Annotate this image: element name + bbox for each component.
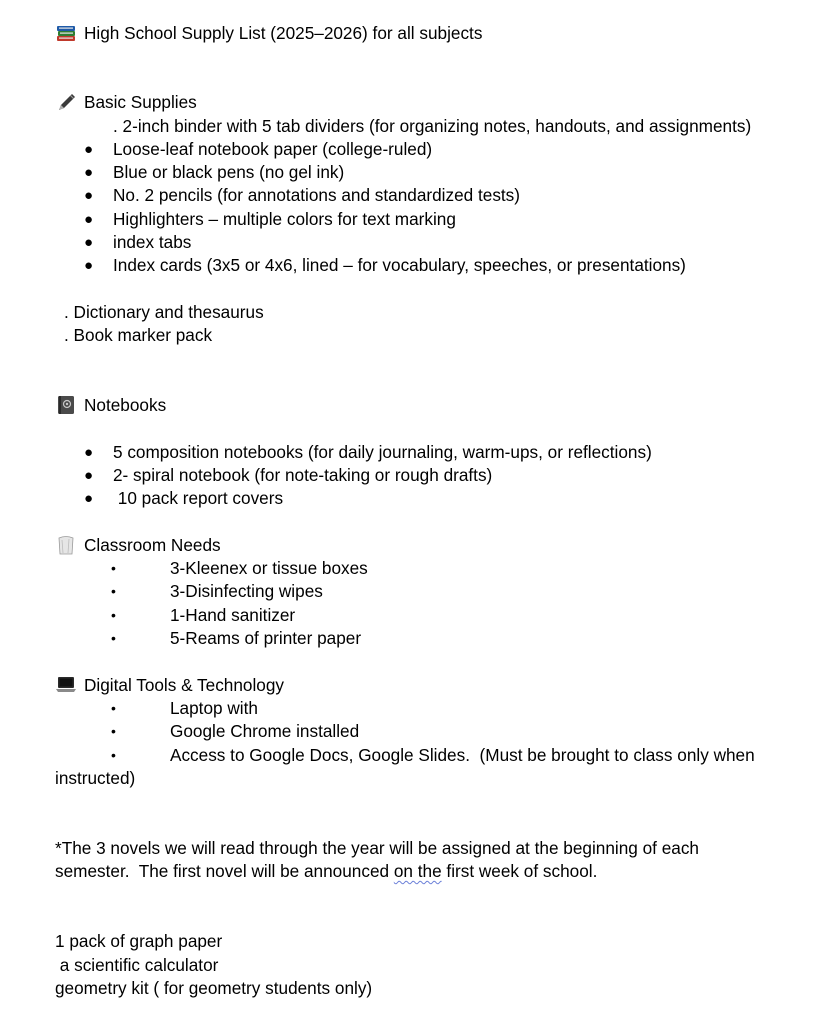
pen-icon: [55, 91, 77, 113]
bullet: •: [111, 630, 116, 646]
novels-note-text: first week of school.: [441, 861, 598, 881]
list-item-wrap: instructed): [55, 768, 136, 788]
novels-note-line-1: *The 3 novels we will read through the year will be assigned at the beginning of each: [55, 838, 699, 858]
bullet: ●: [84, 141, 94, 158]
list-item: Access to Google Docs, Google Slides. (Must be brought to class only when: [170, 745, 755, 765]
bullet: •: [111, 723, 116, 739]
laptop-icon: [55, 674, 77, 696]
section-heading-digital: Digital Tools & Technology: [84, 675, 285, 695]
list-item: 2- spiral notebook (for note-taking or rough drafts): [113, 465, 493, 485]
list-item: index tabs: [113, 232, 192, 252]
bullet: ●: [84, 257, 94, 274]
spellcheck-underline[interactable]: on the: [393, 861, 442, 881]
section-heading-notebooks: Notebooks: [84, 395, 167, 415]
novels-note-line-2: [55, 860, 597, 883]
section-heading-classroom: Classroom Needs: [84, 535, 221, 555]
bullet: ●: [84, 164, 94, 181]
list-item: Highlighters – multiple colors for text marking: [113, 209, 456, 229]
bullet: ●: [84, 444, 94, 461]
list-item: 10 pack report covers: [113, 488, 284, 508]
list-item: 5 composition notebooks (for daily journaling, warm-ups, or reflections): [113, 442, 652, 462]
bullet: ●: [84, 490, 94, 507]
books-icon: [55, 22, 77, 44]
bullet: ●: [84, 234, 94, 251]
tissue-icon: [55, 534, 77, 556]
bullet: •: [111, 583, 116, 599]
list-item: geometry kit ( for geometry students only): [55, 978, 373, 998]
list-item: 1-Hand sanitizer: [170, 605, 296, 625]
list-item: 1 pack of graph paper: [55, 931, 223, 951]
section-heading-basic: Basic Supplies: [84, 92, 197, 112]
list-item: Index cards (3x5 or 4x6, lined – for vocabulary, speeches, or presentations): [113, 255, 686, 275]
bullet: ●: [84, 187, 94, 204]
list-item: 3-Kleenex or tissue boxes: [170, 558, 368, 578]
bullet: ●: [84, 211, 94, 228]
binder-item: . 2-inch binder with 5 tab dividers (for organizing notes, handouts, and assignments): [113, 116, 752, 136]
bullet: •: [111, 747, 116, 763]
list-item: . Book marker pack: [64, 325, 213, 345]
novels-note-text: semester. The first novel will be announced: [55, 861, 394, 881]
page-title: High School Supply List (2025–2026) for all subjects: [84, 23, 483, 43]
notebook-icon: [55, 394, 77, 416]
list-item: . Dictionary and thesaurus: [64, 302, 264, 322]
list-item: Blue or black pens (no gel ink): [113, 162, 345, 182]
bullet: •: [111, 700, 116, 716]
bullet: •: [111, 607, 116, 623]
list-item: a scientific calculator: [55, 955, 219, 975]
list-item: Loose-leaf notebook paper (college-ruled): [113, 139, 433, 159]
list-item: 5-Reams of printer paper: [170, 628, 362, 648]
list-item: Google Chrome installed: [170, 721, 360, 741]
bullet: •: [111, 560, 116, 576]
bullet: ●: [84, 467, 94, 484]
list-item: No. 2 pencils (for annotations and standardized tests): [113, 185, 521, 205]
list-item: Laptop with: [170, 698, 258, 718]
list-item: 3-Disinfecting wipes: [170, 581, 323, 601]
